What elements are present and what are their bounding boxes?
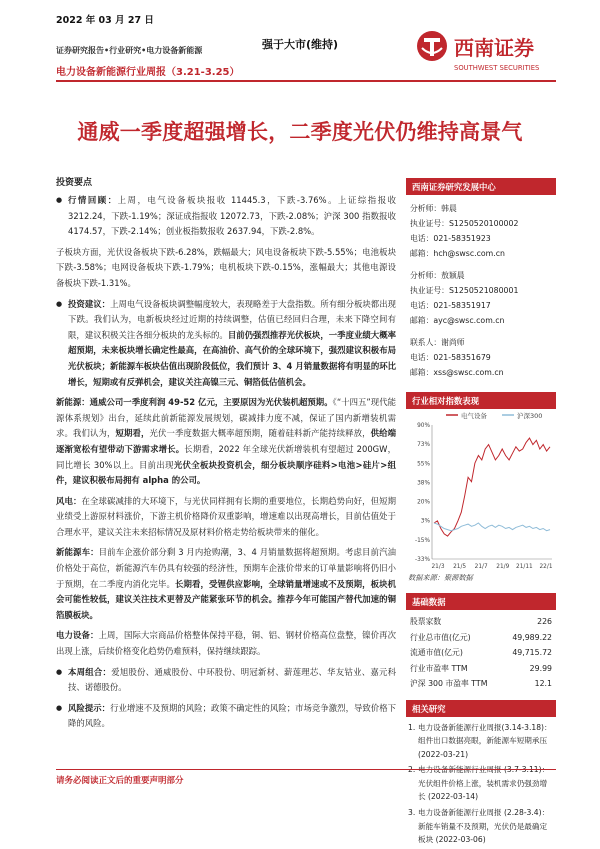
investment-highlights xyxy=(56,175,396,737)
ev-label: 新能源车： xyxy=(56,547,99,558)
legend-label: 沪深300 xyxy=(517,412,543,420)
x-tick-label: 22/1 xyxy=(539,564,553,570)
new-energy-bold-2: 短期看， xyxy=(115,428,150,439)
related-research-text: 电力设备新能源行业周报(3.14-3.18)：组件出口数据亮眼，新能源车短期承压 (2022-03-21) xyxy=(418,722,552,759)
basic-data-value: 12.1 xyxy=(534,679,552,688)
new-energy-bold-3: 供给端逐渐宽松有望带动下游需求增长。 xyxy=(56,428,397,454)
power-equipment-label: 电力设备： xyxy=(56,630,99,641)
investment-advice-bold: 目前仍强烈推荐光伏板块，一季度业绩大概率超预期，未来板块增长确定性最高，在高油价、高气价的全球环境下，强烈建议积极布局光伏板块；新能源车板块估值出现阶段低位，我们预计 3、4 月销量数据将有明显的环比增长，短期或有反弹机会，建议关注高镍三元、铜箔低估值机会。 xyxy=(68,329,396,387)
basic-data-row xyxy=(406,614,556,630)
analyst-2-email[interactable]: 邮箱：ayc@swsc.com.cn xyxy=(410,316,505,325)
analyst-1-cert: 执业证号：S1250520100002 xyxy=(410,219,519,228)
portfolio-label: 本周组合： xyxy=(68,666,112,677)
y-tick-label: -33% xyxy=(415,557,430,563)
x-tick-label: 21/5 xyxy=(453,564,467,570)
relative-index-chart-svg xyxy=(406,409,556,573)
report-date: 2022 年 03 月 27 日 xyxy=(56,15,154,26)
analyst-2-phone: 电话：021-58351917 xyxy=(410,301,491,310)
research-center-header: 西南证券研究发展中心 xyxy=(406,178,556,195)
section-title: 投资要点 xyxy=(56,178,93,188)
new-energy-label: 新能源： xyxy=(56,397,90,408)
market-review-paragraph xyxy=(56,193,396,240)
relative-index-chart xyxy=(406,409,556,585)
market-review-label: 行情回顾： xyxy=(68,195,118,205)
related-research-item[interactable] xyxy=(406,806,556,847)
chart-source: 数据来源：聚源数据 xyxy=(408,573,473,582)
risk-text: 行业增速不及预期的风险；政策不确定性的风险；市场竞争激烈，导致价格下降的风险。 xyxy=(68,702,397,729)
basic-data-label: 沪深 300 市盈率 TTM xyxy=(410,679,488,688)
contact-name: 联系人：谢尚师 xyxy=(410,338,465,347)
basic-data-label: 流通市值(亿元) xyxy=(410,648,463,657)
contact-email[interactable]: 邮箱：xss@swsc.com.cn xyxy=(410,368,504,377)
southwest-securities-logo xyxy=(410,22,550,76)
related-research-number xyxy=(408,763,415,777)
y-tick-label: 20% xyxy=(417,499,430,506)
related-research-text: 光伏组件价格上涨，装机需求仍强劲增长 (2022-03-14) xyxy=(418,778,548,802)
ev-text: 目前车企涨价部分剩 3 月内抢购潮，3、4 月销量数据将超预期。考虑目前汽油价格处于高位，新能源汽车仍具有较强的经济性，预期车企涨价带来的订单量影响将仍旧小于预期，在二季度内消化完毕。 xyxy=(56,547,396,589)
basic-data-value: 49,989.22 xyxy=(512,632,552,642)
header-divider xyxy=(56,80,556,82)
new-energy-bold-1: 通威公司一季度利润 49-52 亿元，主要原因为光伏装机超预期。 xyxy=(89,397,333,408)
market-review-text: 上周，电气设备板块报收 11445.3，下跌-3.76%。上证综指报收 3212.24，下跌-1.19%；深证成指报收 12072.73，下跌-2.08%；沪深 300 指数报收 4174.57，下跌-2.14%；创业板指数报收 2637.94，下跌-2.8%。 xyxy=(68,195,397,237)
index-performance-header: 行业相对指数表现 xyxy=(406,392,556,409)
new-energy-paragraph xyxy=(56,395,396,489)
analyst-1-phone: 电话：021-58351923 xyxy=(410,234,491,243)
investment-advice-text: 上周电气设备板块调整幅度较大，表现略差于大盘指数。所有细分板块都出现下跌。我们认为，电新板块经过近期的持续调整，估值已经回归合理，未来下降空间有限，建议积极关注各细分板块的龙头标的。 xyxy=(68,298,397,340)
related-research-number: 1. xyxy=(408,722,416,732)
analyst-1-email[interactable]: 邮箱：hch@swsc.com.cn xyxy=(410,249,505,258)
basic-data-value: 49,715.72 xyxy=(512,648,552,657)
portfolio-text: 爱旭股份、通威股份、中环股份、明冠新材、薪莲理芯、华友钴业、嘉元科技、诺德股份。 xyxy=(68,666,397,693)
basic-data-value: 226 xyxy=(537,617,552,626)
contact-phone: 电话：021-58351679 xyxy=(410,353,491,362)
power-equipment-paragraph xyxy=(56,628,396,659)
basic-data-row xyxy=(406,645,556,661)
series-line xyxy=(434,523,550,531)
y-tick-label: -15% xyxy=(415,537,430,544)
subsector-text: 子板块方面，光伏设备板块下跌-6.28%，跌幅最大；风电设备板块下跌-5.55%；电池板块下跌-3.58%；电网设备板块下跌-1.79%；电机板块下跌-0.15%，涨幅最大；其他电源设备板块下跌-1.31%。 xyxy=(56,246,396,288)
basic-data-table xyxy=(406,614,556,692)
basic-data-label: 行业市盈率 TTM xyxy=(410,663,468,673)
subsector-paragraph xyxy=(56,245,396,292)
y-tick-label: 38% xyxy=(417,480,430,487)
related-research-item[interactable] xyxy=(406,721,556,762)
related-research-text: 电力设备新能源行业周报 (2.28-3.4)：新能车销量不及预期，光伏仍是最确定板块 (2022-03-06) xyxy=(418,808,550,845)
basic-data-label: 股票家数 xyxy=(410,617,442,626)
industry-rating: 强于大市(维持) xyxy=(262,38,339,51)
related-research-number: 3. xyxy=(408,808,416,818)
y-tick-label: 55% xyxy=(417,461,430,468)
disclaimer-notice: 请务必阅读正文后的重要声明部分 xyxy=(56,776,184,786)
y-tick-label: 73% xyxy=(417,442,430,449)
portfolio-paragraph xyxy=(56,665,396,696)
ev-paragraph xyxy=(56,545,396,623)
related-research-header: 相关研究 xyxy=(406,700,556,717)
footer-divider xyxy=(56,769,556,770)
y-tick-label: 90% xyxy=(417,423,430,429)
wind-power-paragraph xyxy=(56,494,396,541)
risk-paragraph xyxy=(56,701,396,732)
legend-label: 电气设备 xyxy=(461,412,487,420)
sidebar xyxy=(406,178,556,849)
report-series: 电力设备新能源行业周报（3.21-3.25） xyxy=(56,67,240,78)
wind-power-label: 风电： xyxy=(56,495,82,506)
basic-data-header: 基础数据 xyxy=(406,593,556,610)
basic-data-row xyxy=(406,630,556,646)
x-tick-label: 21/3 xyxy=(431,564,445,570)
analyst-1-name: 分析师：韩晨 xyxy=(410,204,457,213)
investment-advice-paragraph xyxy=(56,297,396,391)
new-energy-text-3: 长期看，2022 年全球光伏新增装机有望超过 200GW，同比增长 30%以上。目前出现 xyxy=(56,443,396,470)
new-energy-text-2: 光伏一季度数据大概率超预期，随着硅料新产能持续释放， xyxy=(149,428,371,439)
report-title: 通威一季度超强增长，二季度光伏仍维持高景气 xyxy=(77,120,523,144)
analyst-2-name: 分析师：敖颖晨 xyxy=(410,271,465,280)
svg-text:西南证券: 西南证券 xyxy=(454,36,534,60)
x-tick-label: 21/7 xyxy=(474,564,488,570)
power-equipment-text: 上周，国际大宗商品价格整体保持平稳，铜、铝、钢材价格高位盘整，镍价再次出现上涨，后续价格变化趋势仍难预料，保持继续跟踪。 xyxy=(56,630,397,657)
analyst-info xyxy=(406,201,556,380)
analyst-2-cert: 执业证号：S1250521080001 xyxy=(410,286,519,295)
risk-label: 风险提示： xyxy=(68,702,111,713)
new-energy-text-1: 《“十四五”现代能源体系规划》出台，延续此前新能源发展规划，碳减排力度不减，保证了国内新增装机需求。我们认为， xyxy=(56,397,397,439)
report-category: 证券研究报告•行业研究•电力设备新能源 xyxy=(56,46,203,55)
basic-data-row xyxy=(406,661,556,677)
basic-data-row xyxy=(406,676,556,692)
x-tick-label: 21/9 xyxy=(496,564,510,570)
basic-data-label: 行业总市值(亿元) xyxy=(410,632,471,642)
wind-power-text: 在全球碳减排的大环境下，与光伏同样拥有长期的重要地位，长期趋势向好，但短期业绩受上游原材料涨价，下游主机价格降价双重影响，增速难以出现高增长，目前估值处于合理水平，建议关注未来招标情况及原材料价格走势给板块带来的催化。 xyxy=(56,495,397,537)
new-energy-bold-4: 光伏全板块投资机会，细分板块顺序硅料>电池>硅片>组件，建议积极布局拥有 alpha 的公司。 xyxy=(56,459,396,486)
svg-text:SOUTHWEST SECURITIES: SOUTHWEST SECURITIES xyxy=(454,64,540,72)
ev-bold: 长期看，受锂供应影响，全球销量增速或不及预期，板块机会可能性较低，建议关注技术更替及产能紧张环节的机会。推荐今年可能国产替代加速的铜箔膜板块。 xyxy=(56,578,397,620)
y-tick-label: 3% xyxy=(420,518,430,525)
basic-data-value: 29.99 xyxy=(529,663,552,673)
investment-advice-label: 投资建议： xyxy=(68,298,111,309)
series-line xyxy=(434,438,550,536)
x-tick-label: 21/11 xyxy=(516,564,533,570)
related-research-list xyxy=(406,721,556,847)
